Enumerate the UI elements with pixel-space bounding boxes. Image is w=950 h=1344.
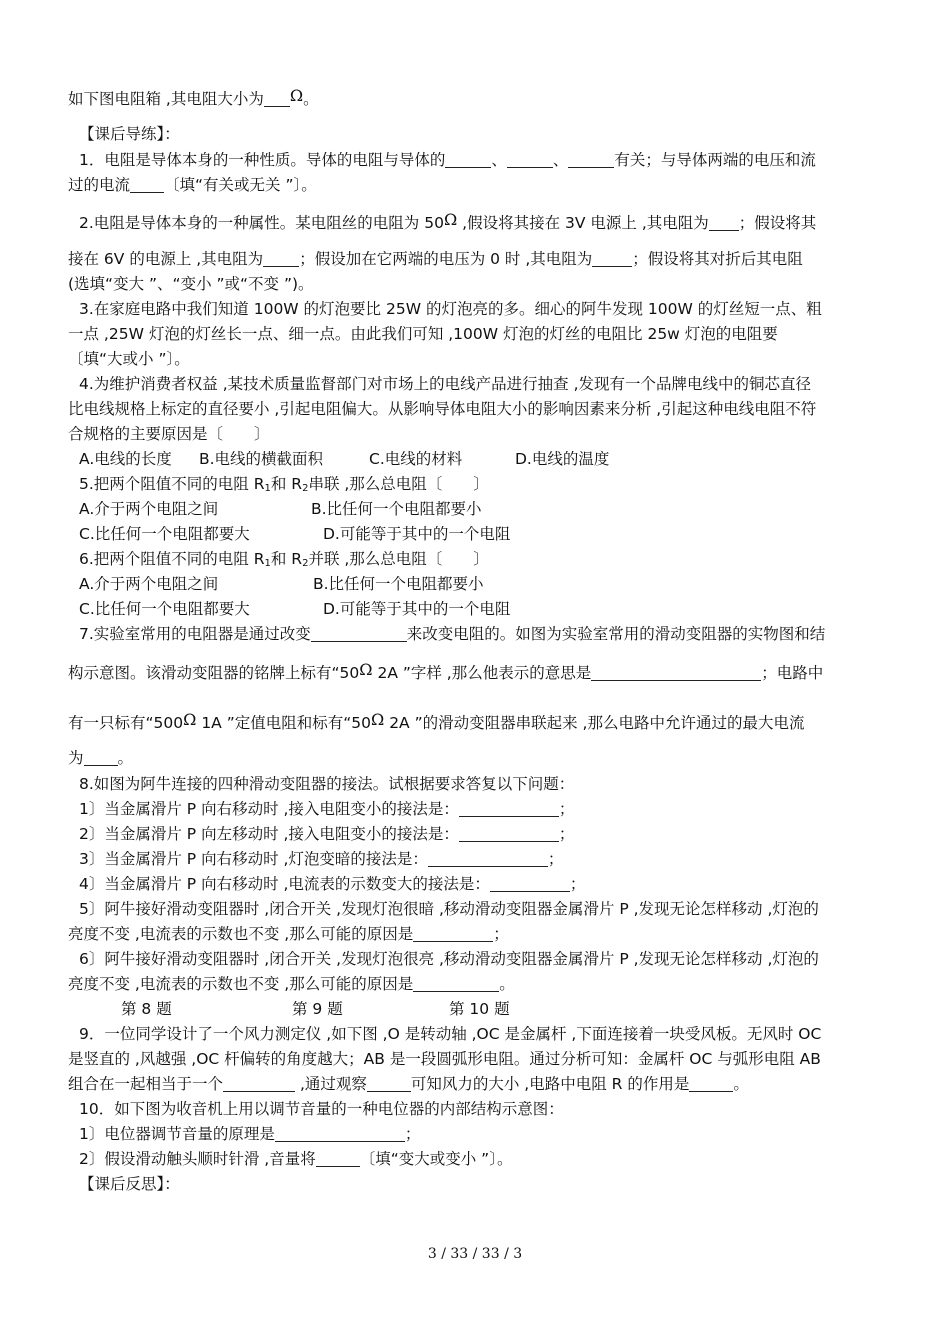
- q9-line3: [68, 1073, 884, 1095]
- q6-title: [79, 548, 895, 575]
- q8-text: 3〕当金属滑片 P 向右移动时 ,灯泡变暗的接法是：: [79, 850, 428, 868]
- q4-option-a: A.电线的长度: [79, 450, 172, 468]
- q6-text: 6.把两个阻值不同的电阻 R: [79, 550, 265, 568]
- q5-option-b: B.比任何一个电阻都要小: [311, 500, 482, 518]
- subscript: 1: [264, 558, 271, 569]
- q8-text: 4〕当金属滑片 P 向右移动时 ,电流表的示数变大的接法是：: [79, 875, 490, 893]
- q10-text: 1〕电位器调节音量的原理是: [79, 1125, 275, 1143]
- q3-line2: 一点 ,25W 灯泡的灯丝长一点、细一点。由此我们可知 ,100W 灯泡的灯丝的电阻比 25w 灯泡的电阻要: [68, 325, 778, 343]
- q7-text: 2A ”的滑动变阻器串联起来 ,那么电路中允许通过的最大电流: [384, 714, 805, 732]
- q8-sub5-line1: 5〕阿牛接好滑动变阻器时 ,闭合开关 ,发现灯泡很暗 ,移动滑动变阻器金属滑片 P ,发现无论怎样移动 ,灯泡的: [79, 900, 819, 918]
- q4-line3: 合规格的主要原因是〔 〕: [68, 425, 270, 443]
- q8-text: ；: [547, 850, 564, 868]
- section-heading-after-class: 【课后导练】：: [79, 125, 180, 143]
- ohm-symbol: Ω: [371, 710, 385, 729]
- intro-text: 如下图电阻箱 ,其电阻大小为: [68, 90, 264, 108]
- q9-text: 可知风力的大小 ,电路中电阻 R 的作用是: [410, 1075, 690, 1093]
- q7-text: 2A ”字样 ,那么他表示的意思是: [372, 664, 592, 682]
- q4-line1: 4.为维护消费者权益 ,某技术质量监督部门对市场上的电线产品进行抽查 ,发现有一个品牌电线中的铜芯直径: [79, 375, 811, 393]
- answer-blank: [130, 176, 164, 193]
- q8-text: 2〕当金属滑片 P 向左移动时 ,接入电阻变小的接法是：: [79, 825, 459, 843]
- q4-option-b: B.电线的横截面积: [199, 450, 324, 468]
- q8-sub6-line1: 6〕阿牛接好滑动变阻器时 ,闭合开关 ,发现灯泡很亮 ,移动滑动变阻器金属滑片 P ,发现无论怎样移动 ,灯泡的: [79, 950, 819, 968]
- q6-options-row2: [79, 598, 895, 620]
- q2-line2: [68, 248, 884, 270]
- q8-title: 8.如图为阿牛连接的四种滑动变阻器的接法。试根据要求答复以下问题：: [79, 775, 575, 793]
- q6-option-b: B.比任何一个电阻都要小: [313, 575, 484, 593]
- q10-text: ；: [404, 1125, 421, 1143]
- q7-text: 。: [117, 749, 134, 767]
- answer-blank: [428, 850, 548, 867]
- q10-text: 2〕假设滑动触头顺时针滑 ,音量将: [79, 1150, 316, 1168]
- ohm-symbol: Ω: [359, 660, 373, 679]
- q8-text: 1〕当金属滑片 P 向右移动时 ,接入电阻变小的接法是：: [79, 800, 459, 818]
- q5-option-a: A.介于两个电阻之间: [79, 500, 219, 518]
- q7-text: 来改变电阻的。如图为实验室常用的滑动变阻器的实物图和结: [406, 625, 826, 643]
- page-footer: 3 / 33 / 33 / 3: [427, 1246, 523, 1262]
- subscript: 1: [264, 483, 271, 494]
- q9-text: 组合在一起相当于一个: [68, 1075, 224, 1093]
- q3-line1: 3.在家庭电路中我们知道 100W 的灯泡要比 25W 的灯泡亮的多。细心的阿牛发现 100W 的灯丝短一点、粗: [79, 300, 822, 318]
- q1-text: 1．电阻是导体本身的一种性质。导体的电阻与导体的: [79, 151, 446, 169]
- q6-option-d: D.可能等于其中的一个电阻: [323, 600, 511, 618]
- ohm-symbol: Ω: [289, 86, 304, 105]
- figure-label-10: 第 10 题: [449, 1000, 510, 1018]
- q6-text: 并联 ,那么总电阻〔 〕: [308, 550, 489, 568]
- q10-sub2: [79, 1148, 895, 1170]
- q7-text: 构示意图。该滑动变阻器的铭牌上标有“50: [68, 664, 360, 682]
- q8-text: 。: [499, 975, 515, 993]
- q2-text: ,假设将其接在 3V 电源上 ,其电阻为: [457, 214, 709, 232]
- q5-text: 5.把两个阻值不同的电阻 R: [79, 475, 265, 493]
- q2-line1: [79, 212, 895, 234]
- answer-blank: [367, 1075, 411, 1092]
- q9-text: 。: [733, 1075, 749, 1093]
- q8-text: ；: [569, 875, 586, 893]
- q2-text: 接在 6V 的电源上 ,其电阻为: [68, 250, 264, 268]
- q8-text: 亮度不变 ,电流表的示数也不变 ,那么可能的原因是: [68, 975, 414, 993]
- q10-text: 〔填“变大或变小 ”〕。: [359, 1150, 513, 1168]
- answer-blank: [459, 800, 559, 817]
- q1-text: 有关；与导体两端的电压和流: [614, 151, 816, 169]
- q2-text: 2.电阻是导体本身的一种属性。某电阻丝的电阻为 50: [79, 214, 444, 232]
- q8-sub4: [79, 873, 895, 895]
- q4-option-c: C.电线的材料: [369, 450, 463, 468]
- q7-text: 1A ”定值电阻和标有“50: [196, 714, 371, 732]
- answer-blank: [275, 1125, 405, 1142]
- q3-line3: 〔填“大或小 ”〕。: [68, 350, 190, 368]
- q7-text: ；电路中: [761, 664, 824, 682]
- answer-blank: [709, 214, 739, 231]
- q6-option-c: C.比任何一个电阻都要大: [79, 600, 250, 618]
- q9-text: ,通过观察: [295, 1075, 367, 1093]
- answer-blank: [592, 250, 632, 267]
- q5-options-row2: [79, 523, 895, 545]
- answer-blank: [445, 151, 491, 168]
- answer-blank: [490, 875, 570, 892]
- ohm-symbol: Ω: [183, 710, 197, 729]
- answer-blank: [591, 664, 761, 681]
- q2-text: ；假设加在它两端的电压为 0 时 ,其电阻为: [299, 250, 593, 268]
- q2-line3: (选填“变大 ”、“变小 ”或“不变 ”)。: [68, 275, 314, 293]
- q5-text: 串联 ,那么总电阻〔 〕: [308, 475, 489, 493]
- q7-line3: [68, 712, 884, 734]
- q5-title: [79, 473, 895, 500]
- q10-title: 10．如下图为收音机上用以调节音量的一种电位器的内部结构示意图：: [79, 1100, 564, 1118]
- q7-text: 7.实验室常用的电阻器是通过改变: [79, 625, 311, 643]
- q8-sub2: [79, 823, 895, 845]
- q6-option-a: A.介于两个电阻之间: [79, 575, 219, 593]
- q4-option-d: D.电线的温度: [515, 450, 610, 468]
- answer-blank: [264, 90, 290, 107]
- q9-line1: 9．一位同学设计了一个风力测定仪 ,如下图 ,O 是转动轴 ,OC 是金属杆 ,下面连接着一块受风板。无风时 OC: [79, 1025, 822, 1043]
- q1-text: 过的电流: [68, 176, 131, 194]
- q5-text: 和 R: [270, 475, 303, 493]
- answer-blank: [689, 1075, 733, 1092]
- q5-option-c: C.比任何一个电阻都要大: [79, 525, 250, 543]
- q7-text: 有一只标有“500: [68, 714, 184, 732]
- answer-blank: [459, 825, 559, 842]
- q1-text: 〔填“有关或无关 ”〕。: [164, 176, 317, 194]
- q8-sub1: [79, 798, 895, 820]
- q8-text: ；: [558, 825, 575, 843]
- q7-line1: [79, 623, 895, 645]
- q5-option-d: D.可能等于其中的一个电阻: [323, 525, 511, 543]
- q4-options: [79, 448, 895, 470]
- answer-blank: [316, 1150, 360, 1167]
- answer-blank: [311, 625, 407, 642]
- q8-text: ；: [493, 925, 509, 943]
- q9-line2: 是竖直的 ,风越强 ,OC 杆偏转的角度越大；AB 是一段圆弧形电阻。通过分析可知：金属杆 OC 与弧形电阻 AB: [68, 1050, 821, 1068]
- q7-text: 为: [68, 749, 84, 767]
- q8-sub6-line2: [68, 973, 884, 995]
- subscript: 2: [302, 483, 309, 494]
- q7-line2: [68, 662, 884, 684]
- q8-sub5-line2: [68, 923, 884, 945]
- figure-label-8: 第 8 题: [121, 1000, 172, 1018]
- separator: 、: [552, 151, 569, 169]
- ohm-symbol: Ω: [443, 210, 458, 229]
- subscript: 2: [302, 558, 309, 569]
- q8-text: ；: [558, 800, 575, 818]
- q8-text: 亮度不变 ,电流表的示数也不变 ,那么可能的原因是: [68, 925, 414, 943]
- separator: 、: [491, 151, 507, 169]
- answer-blank: [263, 250, 299, 267]
- answer-blank: [223, 1075, 295, 1092]
- q8-sub3: [79, 848, 895, 870]
- q2-text: ；假设将其对折后其电阻: [632, 250, 803, 268]
- answer-blank: [568, 151, 614, 168]
- q2-text: ；假设将其: [738, 214, 817, 232]
- q1-line1: [79, 149, 895, 171]
- q6-text: 和 R: [270, 550, 303, 568]
- intro-line: [68, 88, 884, 110]
- q1-line2: [68, 174, 884, 196]
- q6-options-row1: [79, 573, 895, 595]
- answer-blank: [413, 925, 493, 942]
- answer-blank: [84, 749, 118, 766]
- q7-line4: [68, 747, 884, 769]
- q10-sub1: [79, 1123, 895, 1145]
- q5-options-row1: [79, 498, 895, 520]
- intro-end: 。: [303, 90, 319, 108]
- figure-label-9: 第 9 题: [292, 1000, 343, 1018]
- answer-blank: [507, 151, 553, 168]
- section-heading-reflection: 【课后反思】：: [79, 1175, 180, 1193]
- q4-line2: 比电线规格上标定的直径要小 ,引起电阻偏大。从影响导体电阻大小的影响因素来分析 ,引起这种电线电阻不符: [68, 400, 817, 418]
- answer-blank: [413, 975, 499, 992]
